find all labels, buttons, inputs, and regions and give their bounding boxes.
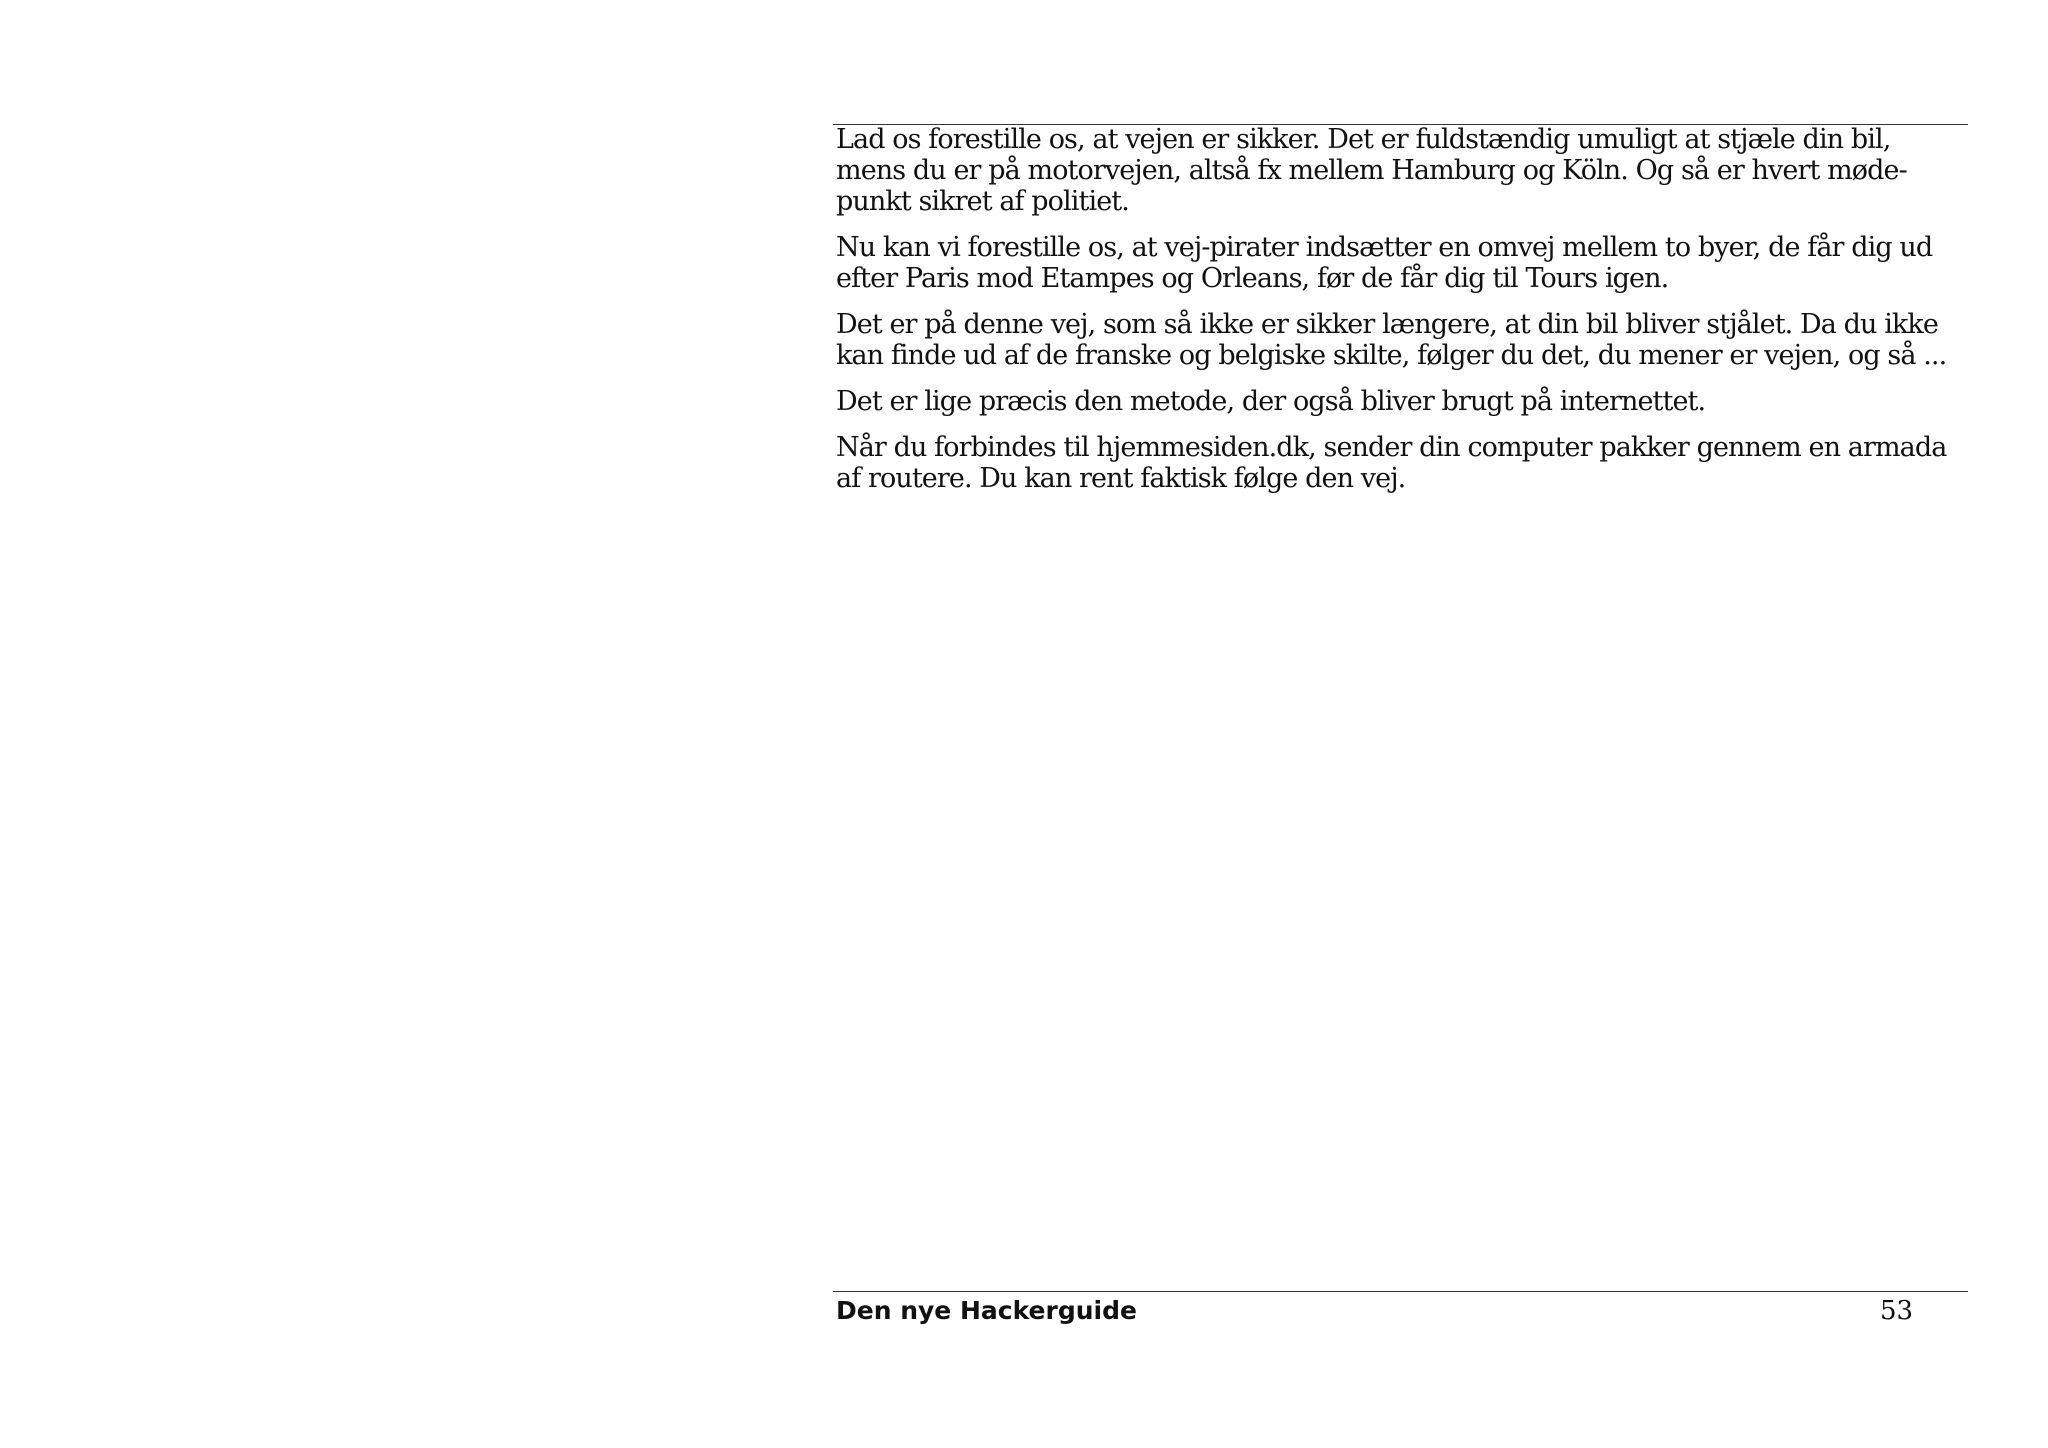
paragraph-line: Nu kan vi forestille os, at vej-pirater indsætter en omvej mellem to byer, de får dig ud — [836, 232, 1933, 263]
footer-book-title: Den nye Hackerguide — [836, 1296, 1137, 1325]
paragraph-line: Det er lige præcis den metode, der også bliver brugt på internettet. — [836, 386, 1706, 417]
paragraph-line: Når du forbindes til hjemmesiden.dk, sender din computer pakker gennem en armada — [836, 432, 1947, 463]
body-text — [836, 124, 1976, 509]
paragraph-2 — [836, 232, 1976, 294]
paragraph-line: efter Paris mod Etampes og Orleans, før de får dig til Tours igen. — [836, 263, 1669, 294]
paragraph-4 — [836, 386, 1976, 417]
paragraph-line: mens du er på motorvejen, altså fx mellem Hamburg og Köln. Og så er hvert møde- — [836, 155, 1907, 186]
paragraph-line: af routere. Du kan rent faktisk følge den vej. — [836, 463, 1406, 494]
footer-rule — [833, 1291, 1968, 1292]
paragraph-line: Lad os forestille os, at vejen er sikker. Det er fuldstændig umuligt at stjæle din bil, — [836, 124, 1891, 155]
paragraph-line: kan finde ud af de franske og belgiske skilte, følger du det, du mener er vejen, og så ... — [836, 340, 1947, 371]
paragraph-1 — [836, 124, 1976, 217]
paragraph-line: punkt sikret af politiet. — [836, 186, 1129, 217]
paragraph-3 — [836, 309, 1976, 371]
paragraph-line: Det er på denne vej, som så ikke er sikker længere, at din bil bliver stjålet. Da du ikke — [836, 309, 1938, 340]
paragraph-5 — [836, 432, 1976, 494]
page-number: 53 — [1880, 1296, 1914, 1326]
